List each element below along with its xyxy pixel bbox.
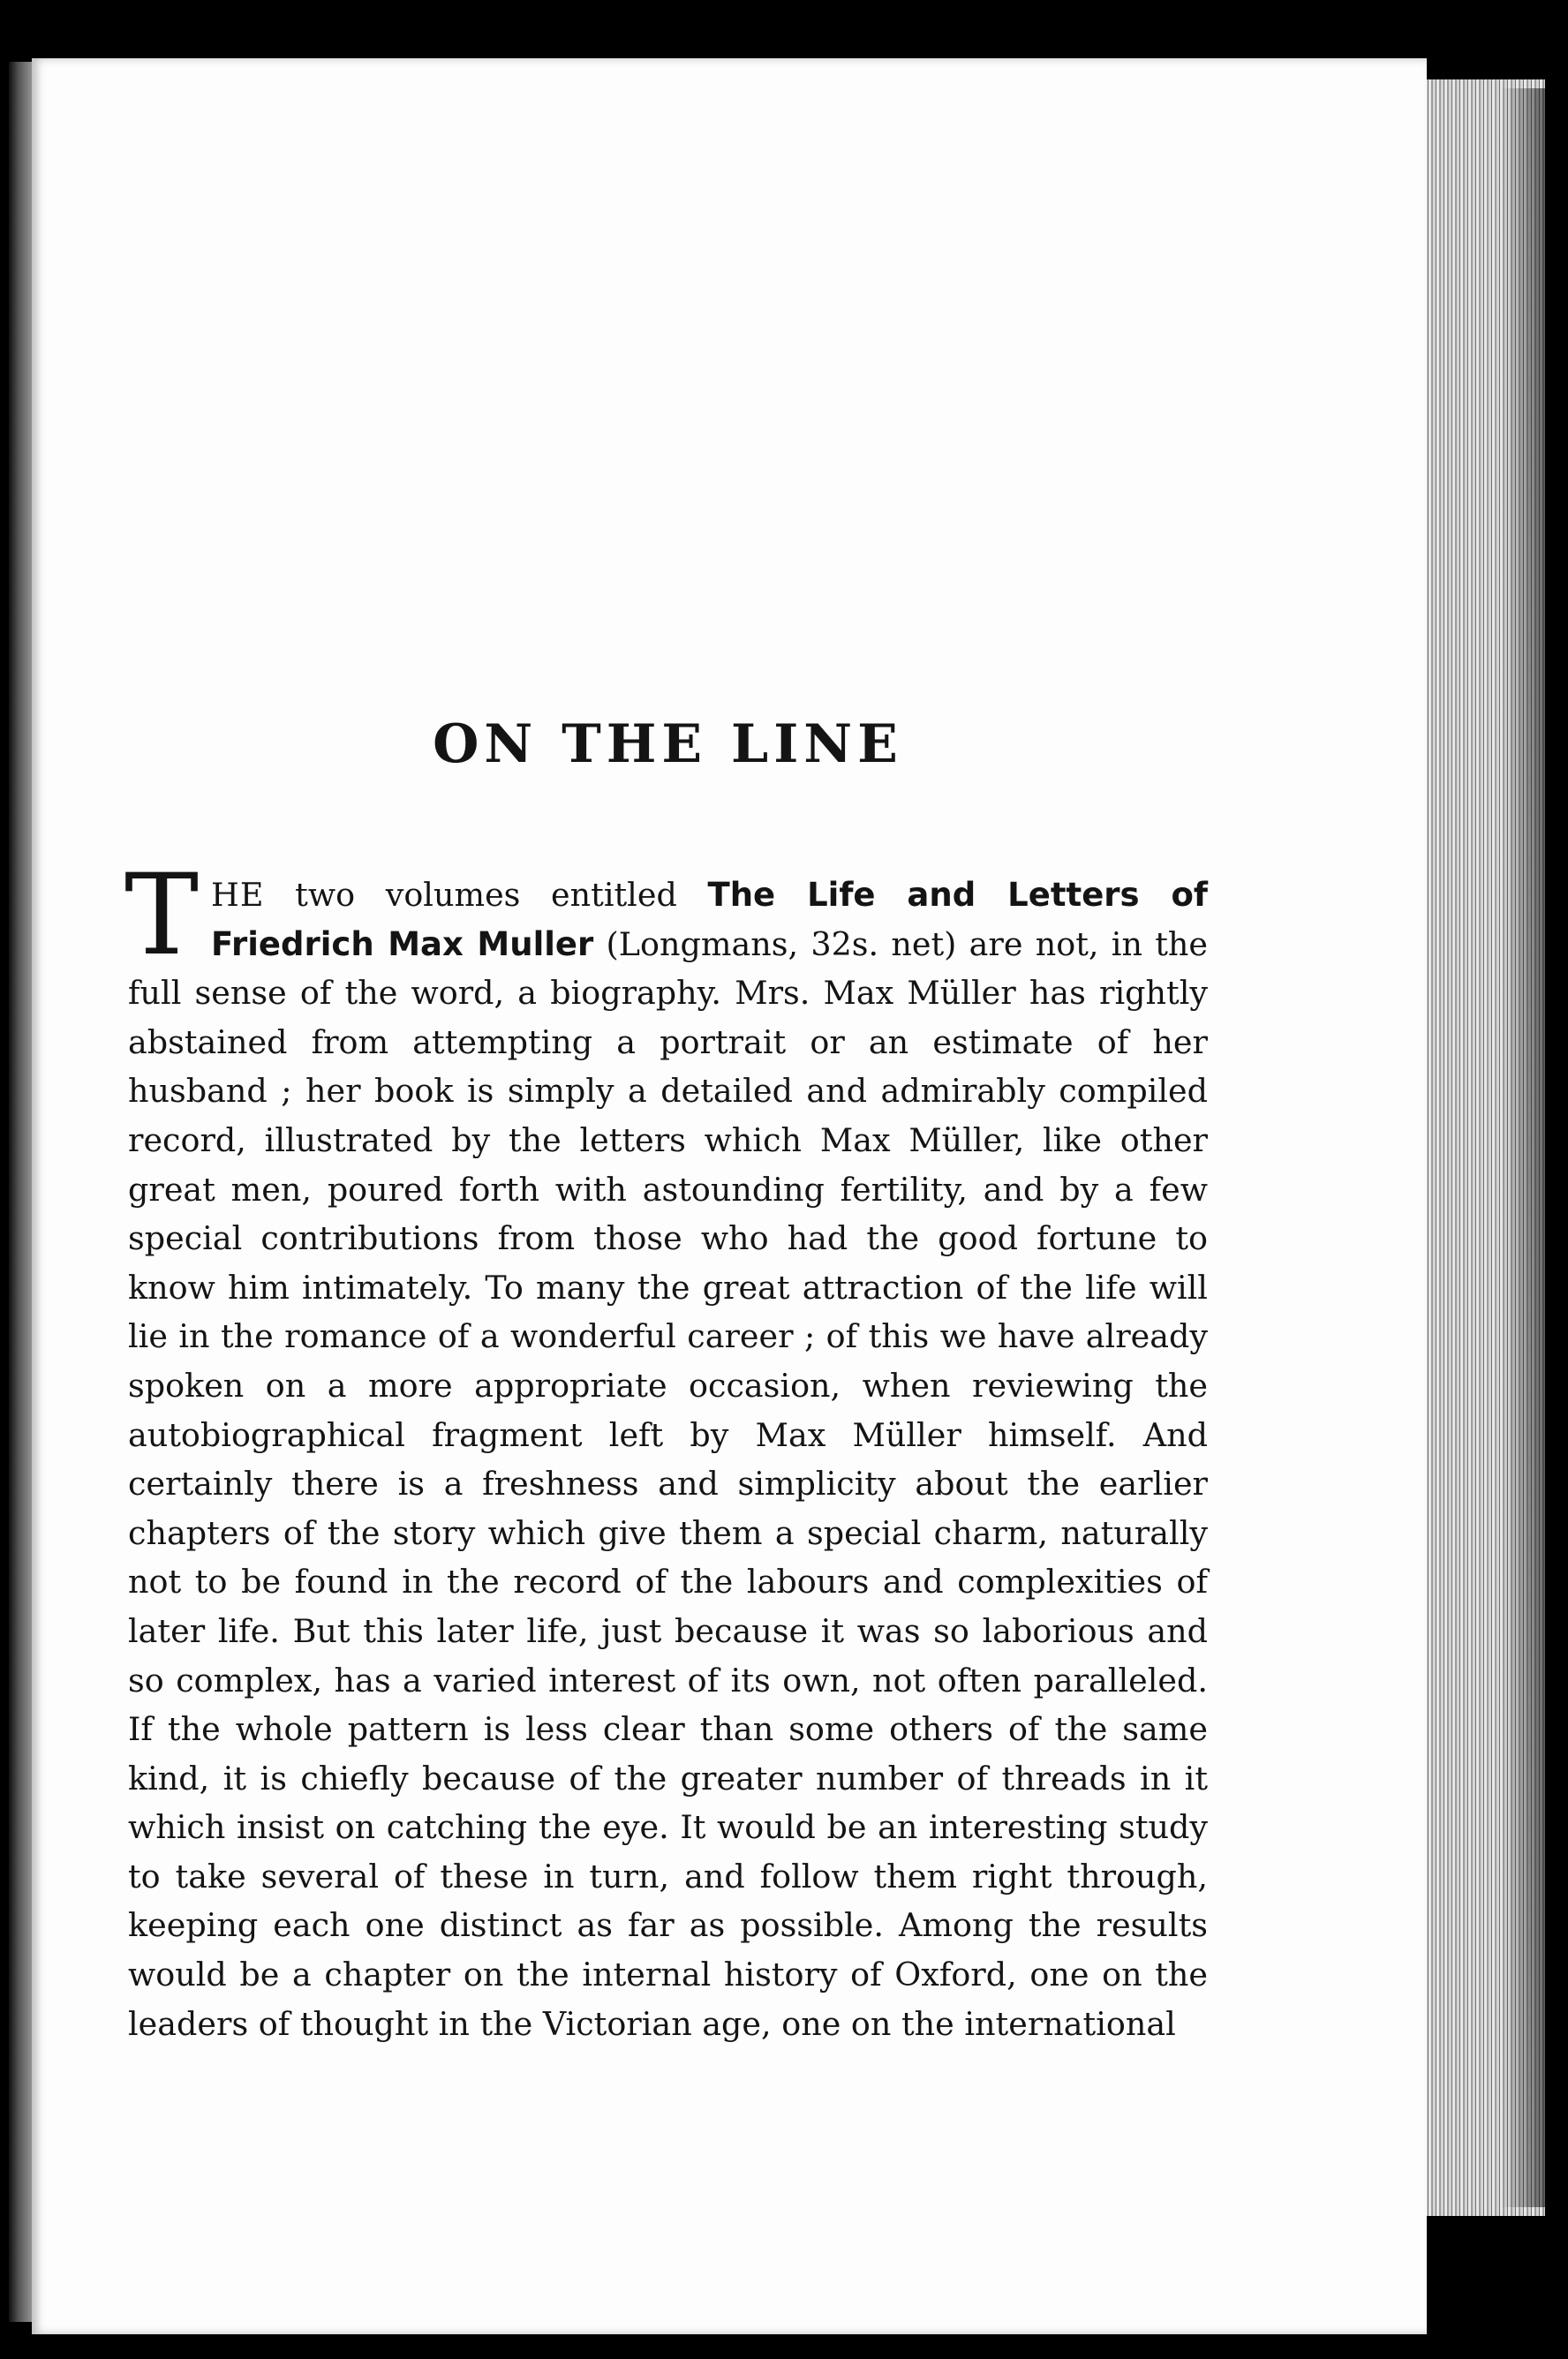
intro-text: two volumes entitled xyxy=(264,876,708,914)
paragraph-text: (Longmans, 32s. net) are not, in the full sense of the word, a biography. Mrs. Max Müller has rightly abstained from attempting a portrait or an estimate of her husband ; her book is simply a detailed and admirably compiled record, illustrated by the letters which Max Müller, like other great men, poured forth with astounding fertility, and by a few special contributions from those who had the good fortune to know him intimately. To many the great attraction of the life will lie in the romance of a wonderful career ; of this we have already spoken on a more appropriate occasion, when reviewing the autobiographical fragment left by Max Müller himself. And certainly there is a freshness and simplicity about the earlier chapters of the story which give them a special charm, naturally not to be found in the record of the labours and complexities of later life. But this later life, just because it was so laborious and so complex, has a varied interest of its own, not often paralleled. If the whole pattern is less clear than some others of the same kind, it is chiefly because of the greater number of threads in it which insist on catching the eye. It would be an interesting study to take several of these in turn, and follow them right through, keeping each one distinct as far as possible. Among the results would be a chapter on the internal history of Oxford, one on the leaders of thought in the Victorian age, one on the international xyxy=(128,924,1208,2043)
page-stack-shadow xyxy=(1501,88,1545,2207)
body-paragraph xyxy=(124,850,1208,2048)
book-page xyxy=(32,58,1427,2334)
opening-small-caps: HE xyxy=(211,876,265,914)
drop-cap: T xyxy=(124,850,200,980)
book-spine-edge xyxy=(9,62,34,2322)
page-title: ON THE LINE xyxy=(433,713,903,775)
book-title: The Life and Letters of Friedrich Max Muller xyxy=(211,876,1208,963)
